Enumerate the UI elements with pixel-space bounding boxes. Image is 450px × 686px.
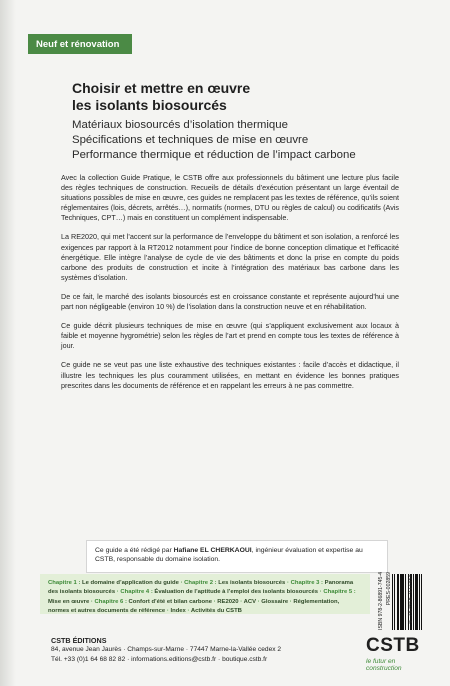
chapter-text: Glossaire	[261, 598, 289, 605]
author-prefix: Ce guide a été rédigé par	[95, 547, 174, 554]
barcode-digits: 9 782868 917454	[408, 574, 414, 624]
logo-tagline: le futur en construction	[366, 658, 402, 672]
chapter-text: Index	[170, 608, 186, 615]
collection-tag	[28, 34, 132, 54]
cover-edge-shadow	[0, 0, 16, 686]
chapter-text: Activités du CSTB	[190, 608, 242, 615]
collection-tag-label: Neuf et rénovation	[36, 38, 120, 50]
chapter-label: Chapitre 5 :	[323, 589, 356, 596]
chapter-text: Mise en œuvre	[48, 598, 90, 605]
book-subtitles	[72, 118, 412, 163]
paragraph: Avec la collection Guide Pratique, le CSTB offre aux professionnels du bâtiment une lecture plus facile des règles techniques de construction. Recueils de détails d’exécution présentant un large éventail de situations possibles de mise en œuvre, ces guides ne remplacent pas les textes de référence, qu’ils soient réglementaires (lois, décrets, arrêtés…), normatifs (normes, DTU ou règles de calcul) ou codificatifs (Avis Techniques, CPT…) mais en constituent un complément indispensable.	[61, 173, 399, 223]
subtitle-line: Matériaux biosourcés d’isolation thermique	[72, 119, 288, 131]
publisher-contact: Tél. +33 (0)1 64 68 82 82 · informations.editions@cstb.fr · boutique.cstb.fr	[51, 655, 268, 663]
paragraph: Ce guide ne se veut pas une liste exhaustive des techniques existantes : facile d’accès et didactique, il illustre les techniques les plus couramment utilisées, en mettant en évidence les bonnes pratiques prescrites dans les documents de référence et en rappelant les erreurs à ne pas commettre.	[61, 360, 399, 390]
isbn-text: ISBN 978-2-86891-745-4	[378, 572, 384, 630]
paragraph: La RE2020, qui met l’accent sur la performance de l’enveloppe du bâtiment et son isolation, a renforcé les exigences par rapport à la RT2012 notamment pour l’indice de bonne conception climatique et l’efficacité énergétique. Elle intègre l’analyse de cycle de vie des bâtiments et donc la prise en compte du poids carbone des produits de construction et incite à l’intégration des matériaux bas carbone dans les systèmes d’isolation.	[61, 232, 399, 282]
chapter-text: Confort d’été et bilan carbone	[128, 598, 213, 605]
chapter-text: Les isolants biosourcés	[218, 580, 286, 586]
chapter-label: Chapitre 4 :	[120, 589, 153, 596]
chapter-text: Le domaine d’application du guide	[82, 580, 179, 586]
subtitle-line: Performance thermique et réduction de l’impact carbone	[72, 149, 356, 161]
chapters-box: Chapitre 1 : Le domaine d’application du guide · Chapitre 2 : Les isolants biosourcés · Chapitre 3 : Panorama des isolants biosourcés · Chapitre 4 : Évaluation de l’aptitude à l’emploi des isolants biosourcés · Chapitre 5 : Mise en œuvre · Chapitre 6 : Confort d’été et bilan carbone · RE2020 · ACV · Glossaire · Réglementation, normes et autres documents de référence · Index · Activités du CSTB	[40, 574, 370, 614]
barcode	[392, 574, 422, 630]
chapter-label: Chapitre 6 :	[94, 598, 127, 605]
chapter-label: Chapitre 3 :	[290, 580, 323, 586]
publisher-info	[51, 636, 311, 664]
publisher-address: 84, avenue Jean Jaurès · Champs-sur-Marne · 77447 Marne-la-Vallée cedex 2	[51, 646, 282, 654]
title-line: les isolants biosourcés	[72, 97, 227, 113]
logo-word: CSTB	[366, 635, 420, 656]
paragraph: Ce guide décrit plusieurs techniques de mise en œuvre (qui s’appliquent exclusivement aux locaux à faible et moyenne hygrométrie) selon les règles de l’art et prend en compte tous les textes de référence à jour.	[61, 321, 399, 351]
paragraph: De ce fait, le marché des isolants biosourcés est en croissance constante et représente aujourd’hui une part non négligeable (environ 10 %) de l’isolation dans la construction neuve et en réhabilitation.	[61, 291, 399, 312]
chapter-label: Chapitre 1 :	[48, 580, 81, 586]
chapter-text: ACV	[243, 598, 257, 605]
subtitle-line: Spécifications et techniques de mise en œuvre	[72, 134, 309, 146]
description-text	[61, 173, 399, 400]
author-name: Hafiane EL CHERKAOUI	[173, 547, 252, 554]
cstb-logo	[366, 636, 430, 676]
author-suffix: , ingénieur évaluation et expertise au CSTB, responsable du domaine isolation.	[95, 547, 363, 563]
reference-text: PRES-002859	[385, 572, 392, 606]
publisher-name: CSTB ÉDITIONS	[51, 636, 107, 645]
chapter-text: RE2020	[217, 598, 239, 605]
chapter-text: Panorama des isolants biosourcés	[48, 580, 354, 596]
book-title	[72, 80, 402, 114]
chapter-text: Évaluation de l’aptitude à l’emploi des isolants biosourcés	[154, 589, 319, 596]
title-line: Choisir et mettre en œuvre	[72, 80, 251, 96]
chapter-text: Réglementation, normes et autres documents de référence	[48, 598, 340, 615]
author-box	[86, 540, 388, 573]
chapter-label: Chapitre 2 :	[184, 580, 217, 586]
